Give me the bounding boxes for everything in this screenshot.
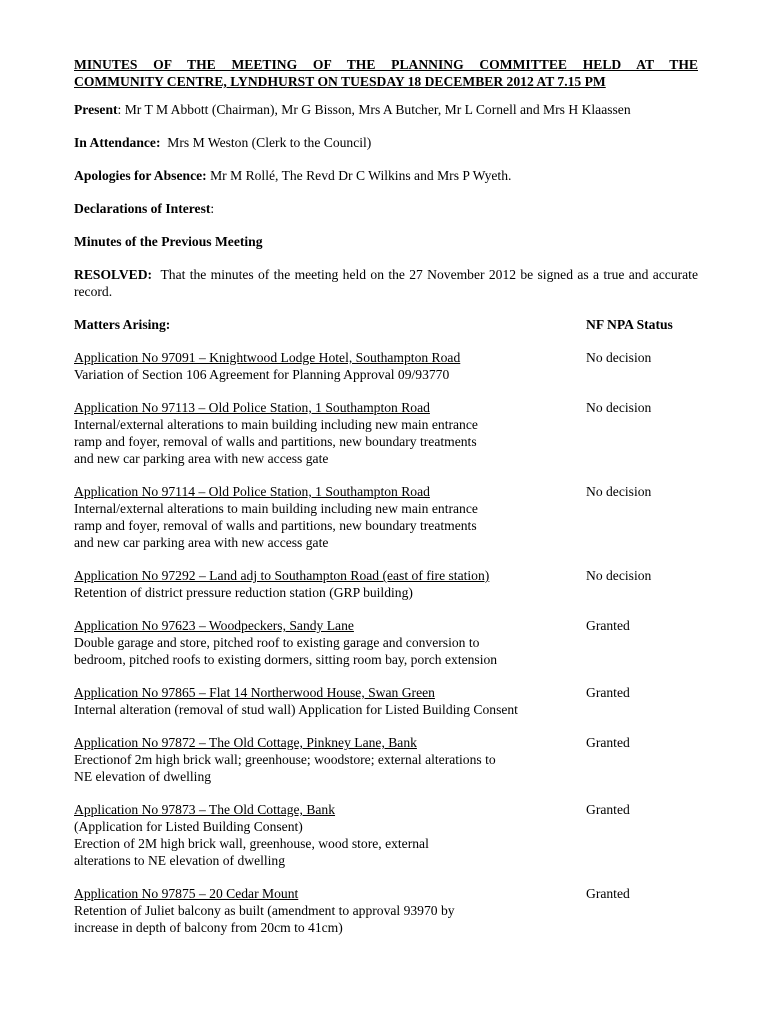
application-status: No decision: [586, 400, 652, 415]
attendance-paragraph: [74, 134, 698, 151]
title-line-2: COMMUNITY CENTRE, LYNDHURST ON TUESDAY 18 DECEMBER 2012 AT 7.15 PM: [74, 74, 606, 89]
application-details: [74, 684, 584, 718]
application-item: [74, 399, 698, 467]
application-status: Granted: [586, 886, 630, 901]
declarations-label: Declarations of Interest: [74, 201, 211, 216]
application-title: Application No 97091 – Knightwood Lodge Hotel, Southampton Road: [74, 350, 461, 365]
application-details: [74, 349, 584, 383]
application-status: Granted: [586, 735, 630, 750]
application-title: Application No 97865 – Flat 14 Northerwood House, Swan Green: [74, 685, 435, 700]
present-text: : Mr T M Abbott (Chairman), Mr G Bisson, Mrs A Butcher, Mr L Cornell and Mrs H Klaassen: [117, 102, 631, 117]
application-details: [74, 567, 584, 601]
application-title: Application No 97873 – The Old Cottage, Bank: [74, 802, 336, 817]
minutes-page: [74, 56, 702, 936]
application-item: [74, 349, 698, 383]
application-title: Application No 97872 – The Old Cottage, Pinkney Lane, Bank: [74, 735, 417, 750]
application-description: and new car parking area with new access gate: [74, 535, 329, 550]
application-title: Application No 97292 – Land adj to Southampton Road (east of fire station): [74, 568, 490, 583]
application-description: Internal/external alterations to main building including new main entrance: [74, 501, 478, 516]
application-item: [74, 567, 698, 601]
application-item: [74, 885, 698, 936]
declarations-text: :: [210, 201, 215, 216]
application-description: bedroom, pitched roofs to existing dormers, sitting room bay, porch extension: [74, 652, 498, 667]
application-description: increase in depth of balcony from 20cm to 41cm): [74, 920, 343, 935]
application-description: and new car parking area with new access gate: [74, 451, 329, 466]
resolved-label: RESOLVED:: [74, 267, 153, 282]
application-description: Retention of Juliet balcony as built (amendment to approval 93970 by: [74, 903, 455, 918]
matters-header-row: [74, 316, 698, 333]
application-item: [74, 801, 698, 869]
application-details: [74, 734, 584, 785]
application-description: (Application for Listed Building Consent): [74, 819, 303, 834]
application-description: NE elevation of dwelling: [74, 769, 212, 784]
application-description: Double garage and store, pitched roof to existing garage and conversion to: [74, 635, 480, 650]
application-item: [74, 734, 698, 785]
application-status: Granted: [586, 685, 630, 700]
application-details: [74, 399, 584, 467]
application-item: [74, 617, 698, 668]
application-title: Application No 97623 – Woodpeckers, Sandy Lane: [74, 618, 354, 633]
present-paragraph: [74, 101, 698, 118]
application-item: [74, 483, 698, 551]
application-description: Erectionof 2m high brick wall; greenhouse; woodstore; external alterations to: [74, 752, 496, 767]
application-description: Internal/external alterations to main building including new main entrance: [74, 417, 478, 432]
application-description: Variation of Section 106 Agreement for Planning Approval 09/93770: [74, 367, 450, 382]
applications-list: [74, 349, 698, 936]
application-status: Granted: [586, 802, 630, 817]
application-description: Erection of 2M high brick wall, greenhouse, wood store, external: [74, 836, 429, 851]
application-description: Internal alteration (removal of stud wall) Application for Listed Building Consent: [74, 702, 518, 717]
application-details: [74, 885, 584, 936]
attendance-text: Mrs M Weston (Clerk to the Council): [160, 135, 372, 150]
resolved-paragraph: [74, 266, 702, 300]
application-title: Application No 97113 – Old Police Station, 1 Southampton Road: [74, 400, 430, 415]
matters-heading: Matters Arising:: [74, 317, 171, 332]
application-details: [74, 617, 584, 668]
application-description: alterations to NE elevation of dwelling: [74, 853, 286, 868]
resolved-text: That the minutes of the meeting held on the 27 November 2012 be signed as a true and accurate record.: [74, 267, 702, 299]
apologies-label: Apologies for Absence:: [74, 168, 207, 183]
application-description: Retention of district pressure reduction station (GRP building): [74, 585, 413, 600]
minutes-heading-text: Minutes of the Previous Meeting: [74, 234, 263, 249]
application-status: No decision: [586, 568, 652, 583]
application-status: Granted: [586, 618, 630, 633]
apologies-text: Mr M Rollé, The Revd Dr C Wilkins and Mrs P Wyeth.: [206, 168, 512, 183]
declarations-paragraph: [74, 200, 698, 217]
application-status: No decision: [586, 484, 652, 499]
apologies-paragraph: [74, 167, 698, 184]
title-line-1: MINUTES OF THE MEETING OF THE PLANNING COMMITTEE HELD AT THE: [74, 57, 698, 72]
application-item: [74, 684, 698, 718]
application-title: Application No 97114 – Old Police Station, 1 Southampton Road: [74, 484, 430, 499]
application-description: ramp and foyer, removal of walls and partitions, new boundary treatments: [74, 518, 477, 533]
present-label: Present: [74, 102, 118, 117]
status-heading: NF NPA Status: [586, 317, 673, 332]
application-title: Application No 97875 – 20 Cedar Mount: [74, 886, 299, 901]
attendance-label: In Attendance:: [74, 135, 161, 150]
document-title: [74, 56, 698, 90]
application-description: ramp and foyer, removal of walls and partitions, new boundary treatments: [74, 434, 477, 449]
application-status: No decision: [586, 350, 652, 365]
application-details: [74, 801, 584, 869]
application-details: [74, 483, 584, 551]
minutes-heading: [74, 233, 698, 250]
